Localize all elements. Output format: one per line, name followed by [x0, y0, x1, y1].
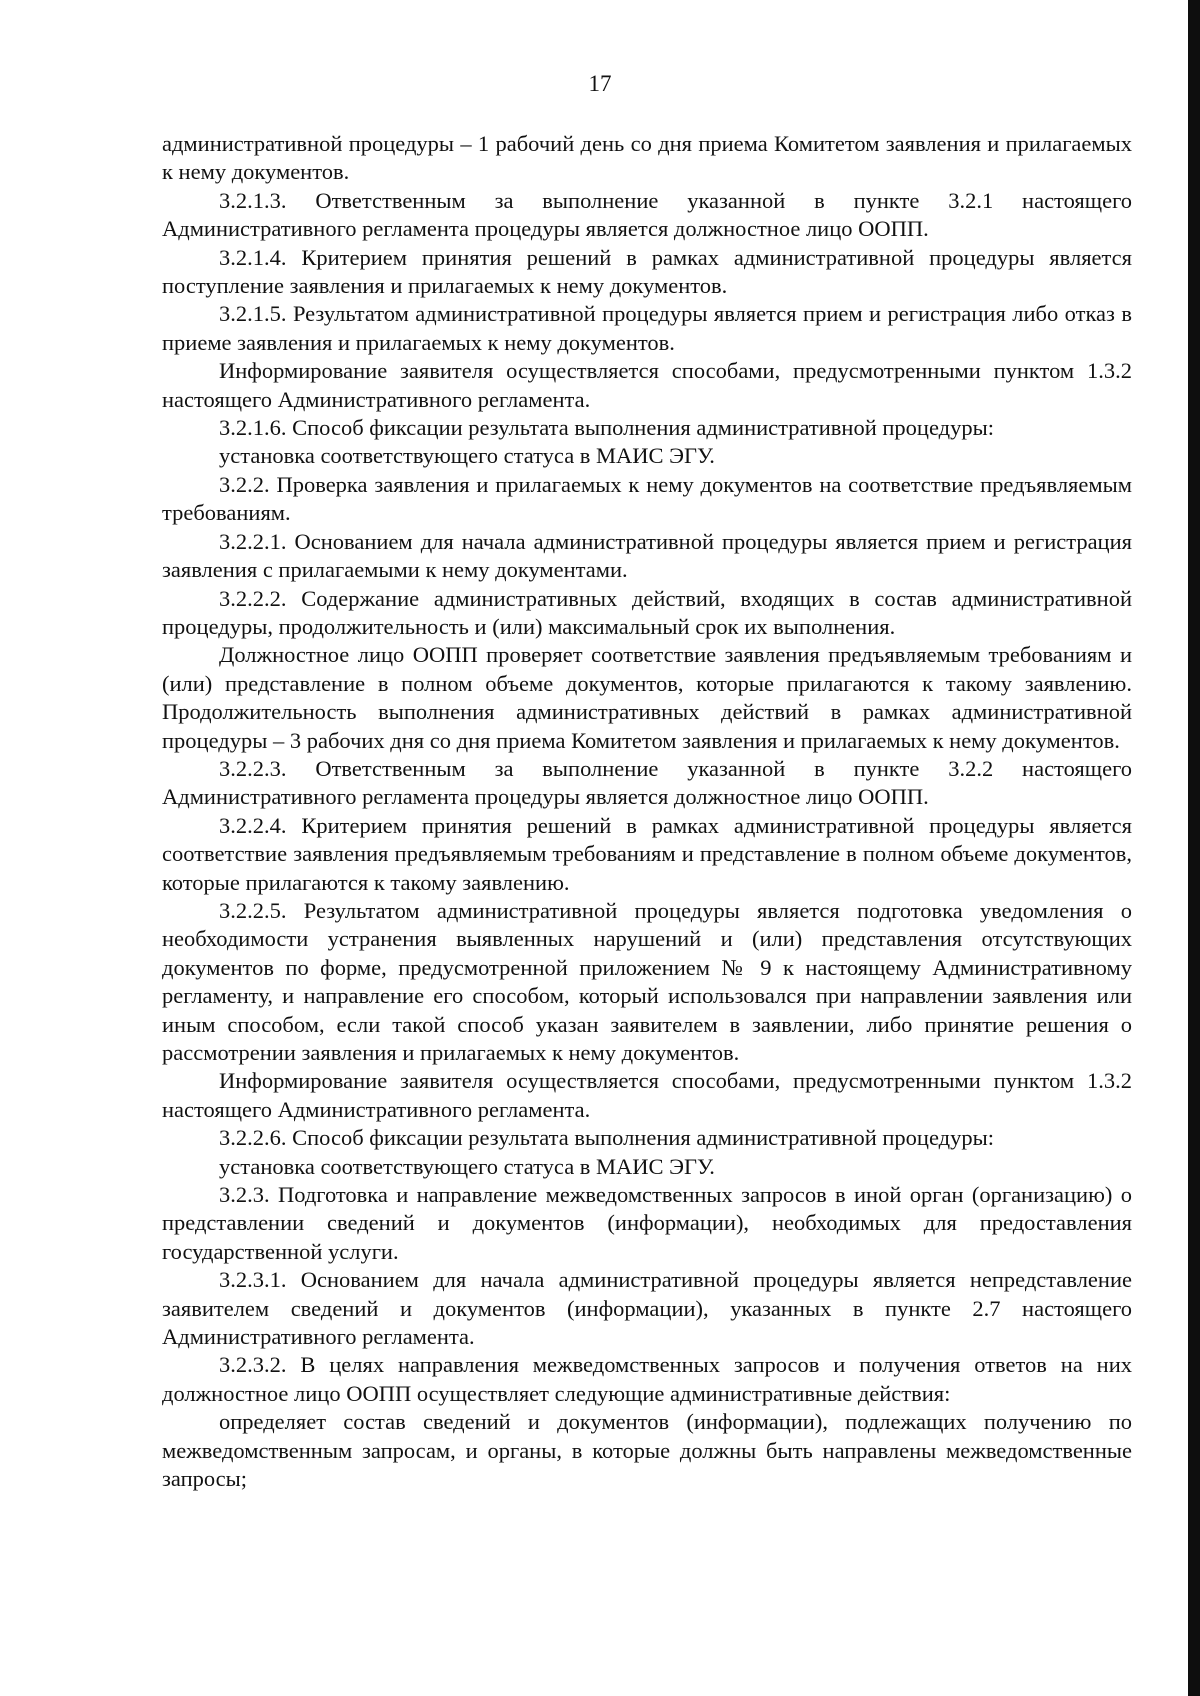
paragraph: 3.2.1.3. Ответственным за выполнение указанной в пункте 3.2.1 настоящего Административного регламента процедуры является должностное лицо ООПП.: [162, 187, 1132, 242]
paragraph: административной процедуры – 1 рабочий день со дня приема Комитетом заявления и прилагаемых к нему документов.: [162, 131, 1132, 185]
document-body: [162, 130, 1132, 1494]
paragraph: 3.2.2.2. Содержание административных действий, входящих в состав административной процедуры, продолжительность и (или) максимальный срок их выполнения.: [162, 585, 1132, 639]
paragraph: Информирование заявителя осуществляется способами, предусмотренными пунктом 1.3.2 настоящего Административного регламента.: [162, 1068, 1132, 1122]
paragraph: 3.2.1.5. Результатом административной процедуры является прием и регистрация либо отказ в приеме заявления и прилагаемых к нему документов.: [162, 301, 1132, 355]
paragraph: 3.2.2.5. Результатом административной процедуры является подготовка уведомления о необходимости устранения выявленных нарушений и (или) представления отсутствующих документов по форме, предусмотренной приложением № 9 к настоящему Административному регламенту, и направление его способом, который использовался при направлении заявления или иным способом, если такой способ указан заявителем в заявлении, либо принятие решения о рассмотрении заявления и прилагаемых к нему документов.: [162, 897, 1132, 1065]
paragraph: 3.2.2.1. Основанием для начала административной процедуры является прием и регистрация заявления с прилагаемыми к нему документами.: [162, 528, 1132, 583]
paragraph: установка соответствующего статуса в МАИС ЭГУ.: [219, 443, 715, 469]
paragraph: 3.2.3.2. В целях направления межведомственных запросов и получения ответов на них должностное лицо ООПП осуществляет следующие административные действия:: [162, 1352, 1132, 1406]
paragraph: Должностное лицо ООПП проверяет соответствие заявления предъявляемым требованиям и (или) представление в полном объеме документов, которые прилагаются к такому заявлению. Продолжительность выполнения административных действий в рамках административной процедуры – 3 рабочих дня со дня приема Комитетом заявления и прилагаемых к нему документов.: [162, 642, 1132, 753]
paragraph: 3.2.1.4. Критерием принятия решений в рамках административной процедуры является поступление заявления и прилагаемых к нему документов.: [162, 244, 1132, 299]
scan-edge-shadow: [1188, 0, 1200, 1696]
paragraph: установка соответствующего статуса в МАИС ЭГУ.: [219, 1153, 715, 1179]
paragraph: 3.2.1.6. Способ фиксации результата выполнения административной процедуры:: [219, 415, 994, 441]
page-number: 17: [588, 71, 612, 96]
paragraph: 3.2.2.6. Способ фиксации результата выполнения административной процедуры:: [219, 1125, 994, 1151]
paragraph: 3.2.2.4. Критерием принятия решений в рамках административной процедуры является соответствие заявления предъявляемым требованиям и представление в полном объеме документов, которые прилагаются к такому заявлению.: [162, 812, 1132, 895]
paragraph: 3.2.2. Проверка заявления и прилагаемых к нему документов на соответствие предъявляемым требованиям.: [162, 471, 1132, 526]
paragraph: Информирование заявителя осуществляется способами, предусмотренными пунктом 1.3.2 настоящего Административного регламента.: [162, 358, 1132, 412]
paragraph: 3.2.3. Подготовка и направление межведомственных запросов в иной орган (организацию) о представлении сведений и документов (информации), необходимых для предоставления государственной услуги.: [162, 1182, 1132, 1264]
paragraph: 3.2.3.1. Основанием для начала административной процедуры является непредставление заявителем сведений и документов (информации), указанных в пункте 2.7 настоящего Административного регламента.: [162, 1267, 1132, 1350]
paragraph: определяет состав сведений и документов (информации), подлежащих получению по межведомственным запросам, и органы, в которые должны быть направлены межведомственные запросы;: [162, 1409, 1132, 1492]
paragraph: 3.2.2.3. Ответственным за выполнение указанной в пункте 3.2.2 настоящего Административного регламента процедуры является должностное лицо ООПП.: [162, 755, 1132, 810]
